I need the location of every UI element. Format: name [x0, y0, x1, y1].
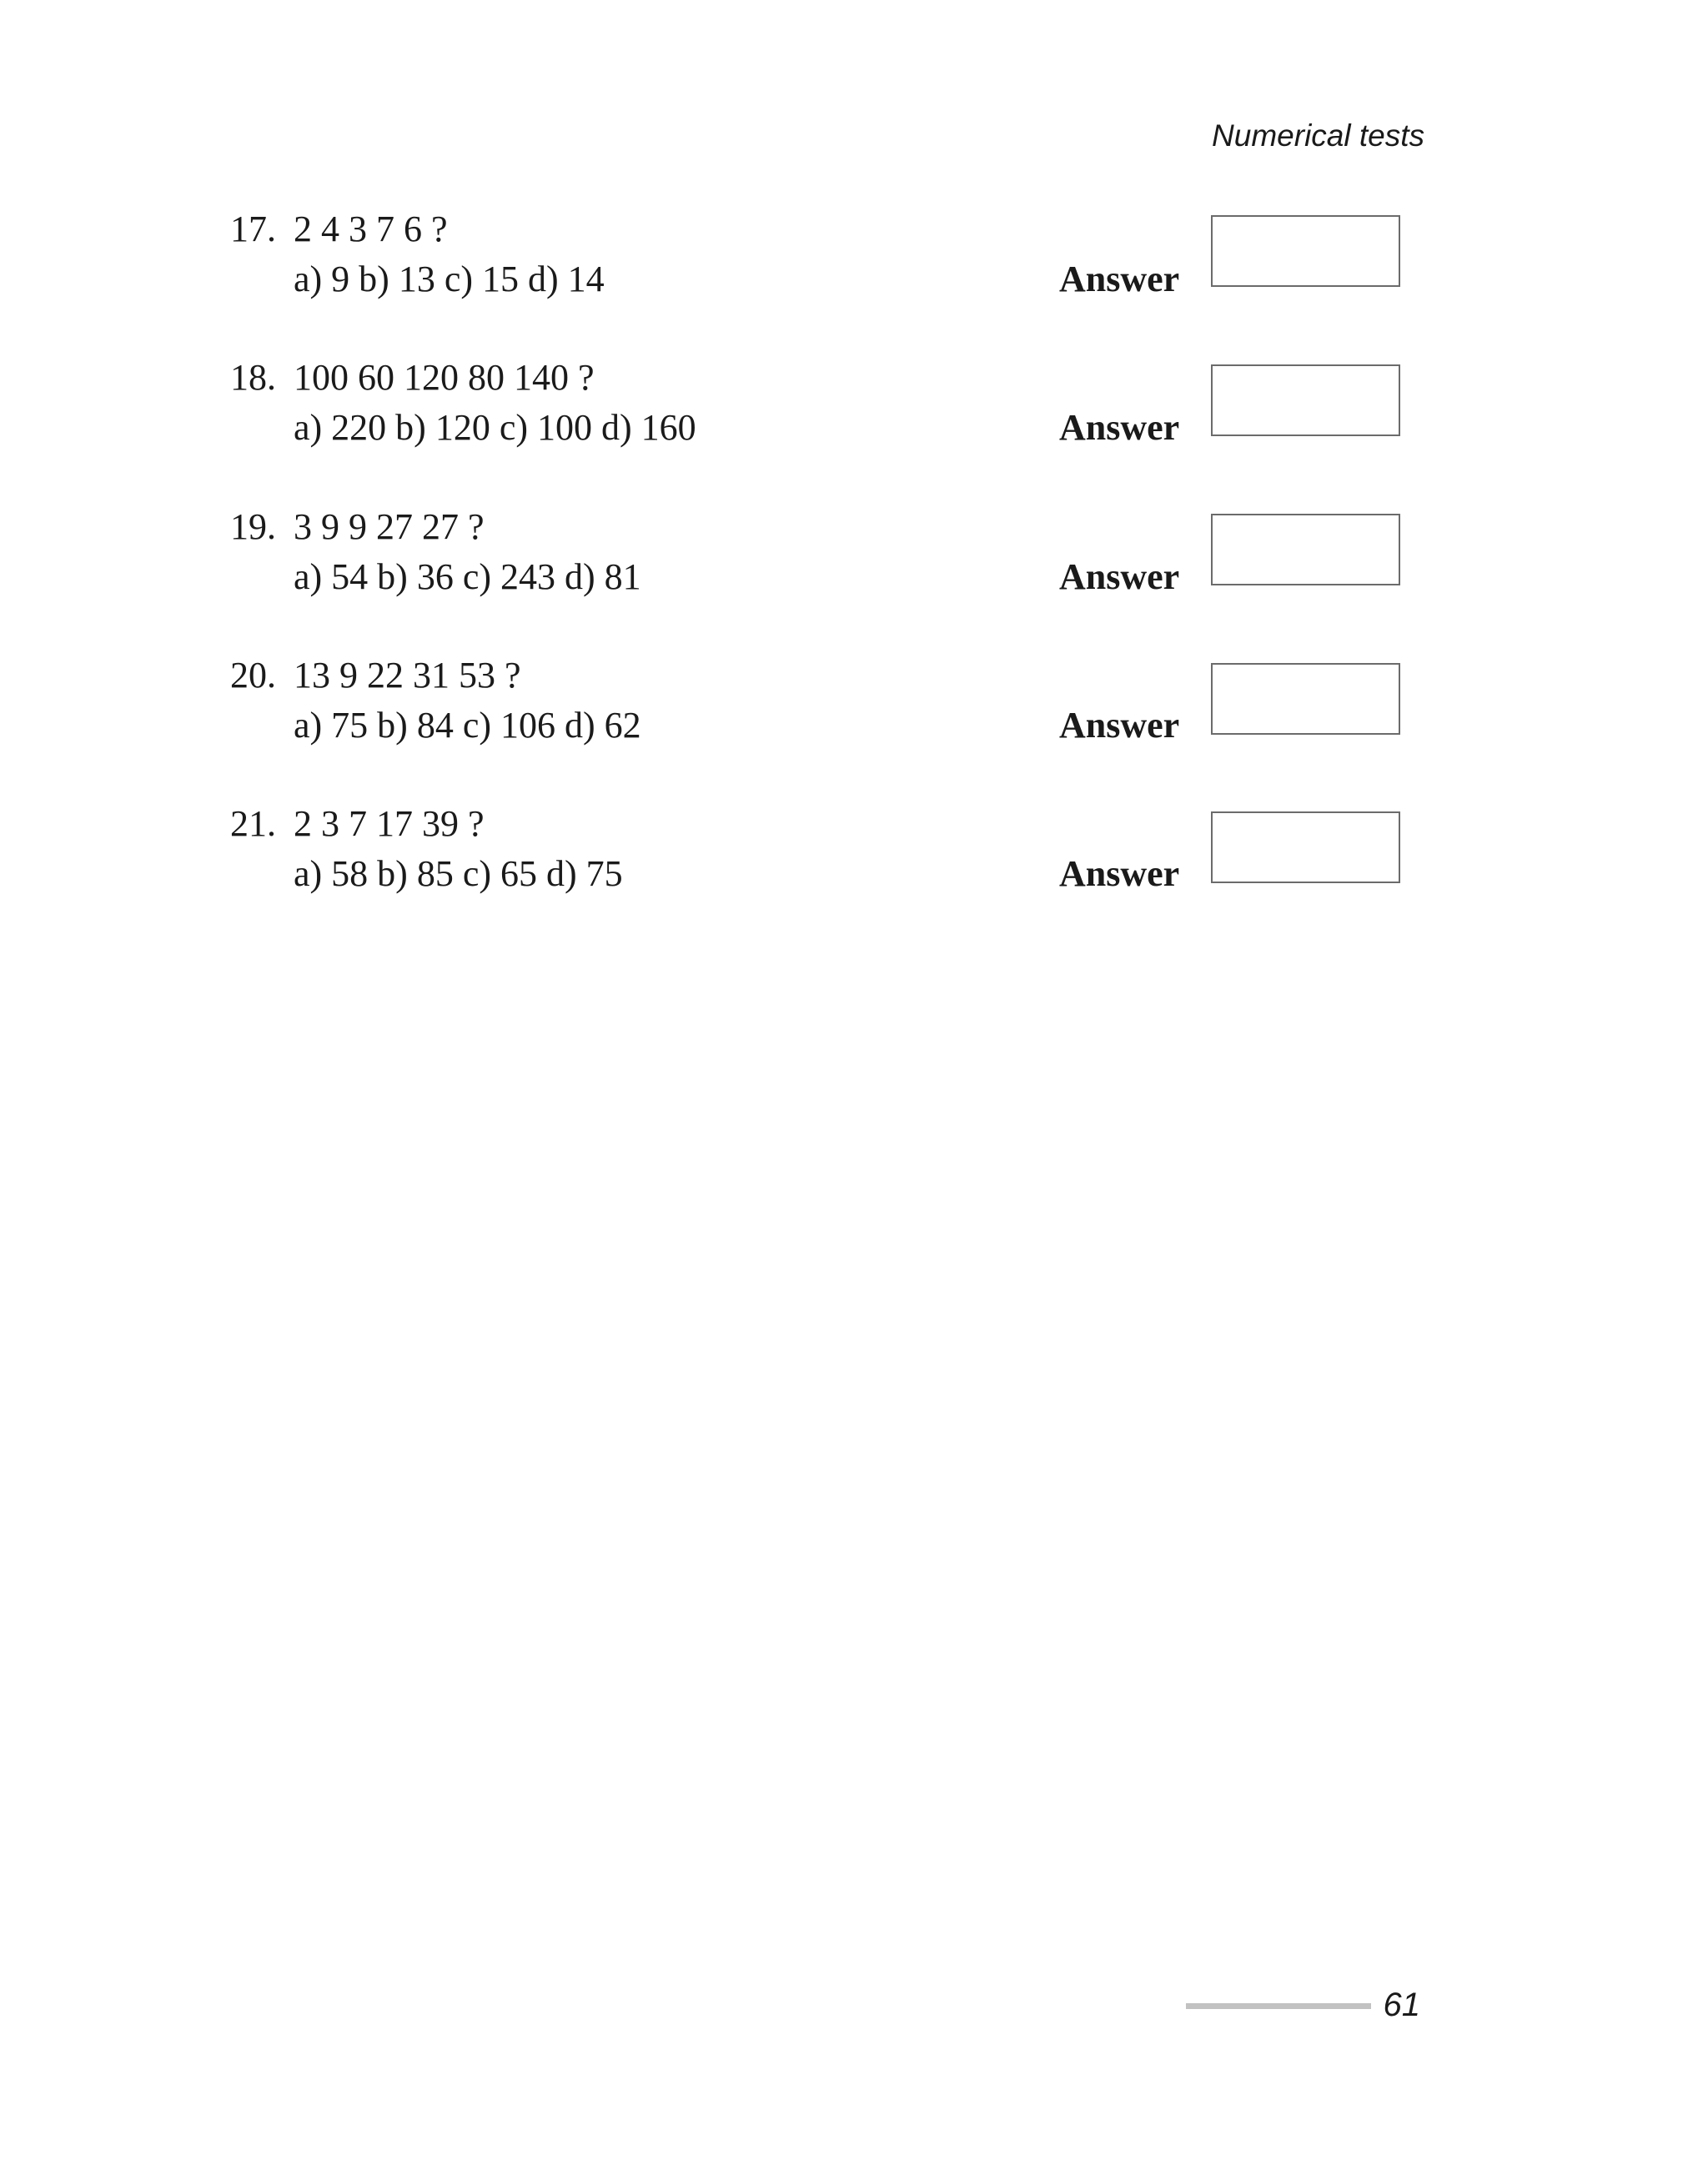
question-18	[0, 353, 1708, 461]
answer-box[interactable]	[1211, 215, 1400, 287]
answer-options: a) 58 b) 85 c) 65 d) 75	[294, 853, 623, 894]
answer-box[interactable]	[1211, 514, 1400, 585]
running-head: Numerical tests	[1212, 118, 1424, 153]
page-number: 61	[1383, 1987, 1420, 2023]
answer-label: Answer	[1059, 705, 1180, 746]
number-sequence: 3 9 9 27 27 ?	[294, 506, 485, 547]
answer-box[interactable]	[1211, 364, 1400, 436]
number-sequence: 13 9 22 31 53 ?	[294, 655, 521, 696]
answer-options: a) 54 b) 36 c) 243 d) 81	[294, 556, 641, 597]
question-number: 21.	[230, 803, 276, 844]
answer-options: a) 9 b) 13 c) 15 d) 14	[294, 259, 605, 299]
answer-options: a) 220 b) 120 c) 100 d) 160	[294, 407, 696, 448]
question-20	[0, 650, 1708, 759]
question-number: 18.	[230, 357, 276, 398]
answer-label: Answer	[1059, 853, 1180, 894]
answer-box[interactable]	[1211, 663, 1400, 735]
question-21	[0, 799, 1708, 907]
number-sequence: 2 3 7 17 39 ?	[294, 803, 485, 844]
question-number: 20.	[230, 655, 276, 696]
number-sequence: 2 4 3 7 6 ?	[294, 208, 448, 249]
question-number: 19.	[230, 506, 276, 547]
question-17	[0, 204, 1708, 313]
answer-box[interactable]	[1211, 811, 1400, 883]
answer-label: Answer	[1059, 259, 1180, 299]
answer-options: a) 75 b) 84 c) 106 d) 62	[294, 705, 641, 746]
answer-label: Answer	[1059, 556, 1180, 597]
number-sequence: 100 60 120 80 140 ?	[294, 357, 595, 398]
answer-label: Answer	[1059, 407, 1180, 448]
question-19	[0, 502, 1708, 610]
question-number: 17.	[230, 208, 276, 249]
folio-rule	[1186, 2003, 1371, 2009]
